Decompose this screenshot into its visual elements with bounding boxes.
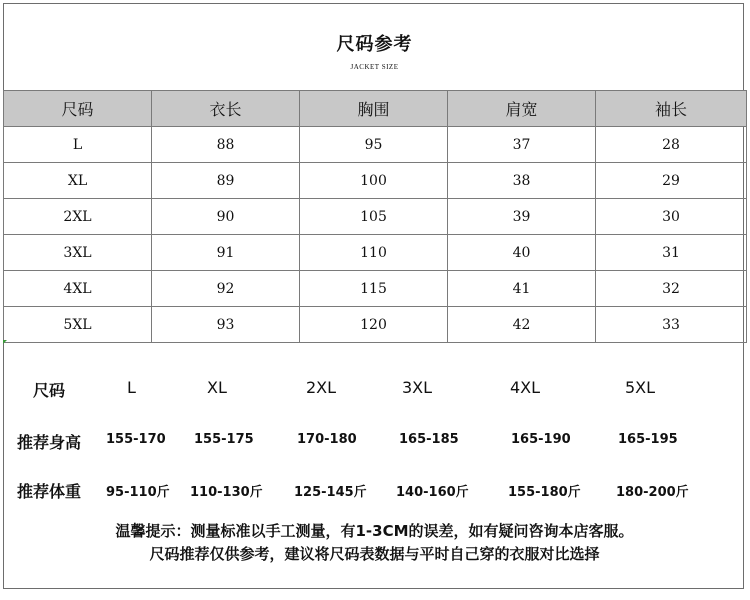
size-chart-frame (3, 3, 744, 589)
recommend-weight: 140-160斤 (396, 485, 469, 500)
recommend-size: 3XL (402, 378, 433, 397)
cell-chest: 95 (300, 127, 448, 163)
table-row (4, 235, 747, 271)
recommend-size: L (127, 378, 136, 397)
cell-length: 93 (152, 307, 300, 343)
header-length: 衣长 (152, 91, 300, 127)
recommend-height: 170-180 (297, 432, 357, 447)
recommend-weight: 125-145斤 (294, 485, 367, 500)
recommend-size: 2XL (306, 378, 337, 397)
cell-size: 3XL (4, 235, 152, 271)
cell-shoulder: 40 (448, 235, 596, 271)
cell-shoulder: 38 (448, 163, 596, 199)
recommend-weight: 180-200斤 (616, 485, 689, 500)
cell-chest: 105 (300, 199, 448, 235)
cell-size: 5XL (4, 307, 152, 343)
size-table (3, 90, 747, 343)
recommendation-section (4, 344, 745, 590)
cell-size: L (4, 127, 152, 163)
table-header-row (4, 91, 747, 127)
cell-chest: 110 (300, 235, 448, 271)
header-chest: 胸围 (300, 91, 448, 127)
header-size: 尺码 (4, 91, 152, 127)
cell-size: XL (4, 163, 152, 199)
cell-chest: 120 (300, 307, 448, 343)
cell-shoulder: 37 (448, 127, 596, 163)
cell-shoulder: 42 (448, 307, 596, 343)
recommend-weight-row (4, 479, 745, 503)
cell-sleeve: 28 (596, 127, 747, 163)
tip-note-line1: 温馨提示：测量标准以手工测量，有1-3CM的误差，如有疑问咨询本店客服。 (115, 522, 634, 540)
chart-title: 尺码参考 (336, 34, 413, 55)
recommend-weight: 95-110斤 (106, 485, 170, 500)
cell-sleeve: 32 (596, 271, 747, 307)
corner-marker (3, 340, 7, 344)
recommend-height: 155-170 (106, 432, 166, 447)
header-sleeve: 袖长 (596, 91, 747, 127)
recommend-height: 155-175 (194, 432, 254, 447)
recommend-height: 165-185 (399, 432, 459, 447)
cell-sleeve: 31 (596, 235, 747, 271)
cell-chest: 100 (300, 163, 448, 199)
cell-size: 4XL (4, 271, 152, 307)
cell-length: 91 (152, 235, 300, 271)
cell-shoulder: 39 (448, 199, 596, 235)
header-shoulder: 肩宽 (448, 91, 596, 127)
table-row (4, 307, 747, 343)
cell-chest: 115 (300, 271, 448, 307)
recommend-height: 165-190 (511, 432, 571, 447)
recommend-weight: 155-180斤 (508, 485, 581, 500)
chart-subtitle: JACKET SIZE (350, 63, 399, 71)
recommend-height-row (4, 430, 745, 454)
recommend-size: 4XL (510, 378, 541, 397)
cell-sleeve: 30 (596, 199, 747, 235)
table-row (4, 163, 747, 199)
table-row (4, 127, 747, 163)
cell-length: 90 (152, 199, 300, 235)
recommend-size: XL (207, 378, 227, 397)
recommend-size-label: 尺码 (33, 381, 66, 400)
recommend-size: 5XL (625, 378, 656, 397)
recommend-weight: 110-130斤 (190, 485, 263, 500)
cell-length: 89 (152, 163, 300, 199)
recommend-height-label: 推荐身高 (17, 433, 82, 452)
recommend-weight-label: 推荐体重 (17, 482, 82, 501)
table-row (4, 199, 747, 235)
tip-note-line2: 尺码推荐仅供参考，建议将尺码表数据与平时自己穿的衣服对比选择 (149, 545, 600, 563)
cell-shoulder: 41 (448, 271, 596, 307)
cell-sleeve: 33 (596, 307, 747, 343)
cell-sleeve: 29 (596, 163, 747, 199)
recommend-size-row (4, 378, 745, 402)
table-row (4, 271, 747, 307)
cell-length: 88 (152, 127, 300, 163)
cell-size: 2XL (4, 199, 152, 235)
recommend-height: 165-195 (618, 432, 678, 447)
cell-length: 92 (152, 271, 300, 307)
chart-header (4, 4, 745, 90)
